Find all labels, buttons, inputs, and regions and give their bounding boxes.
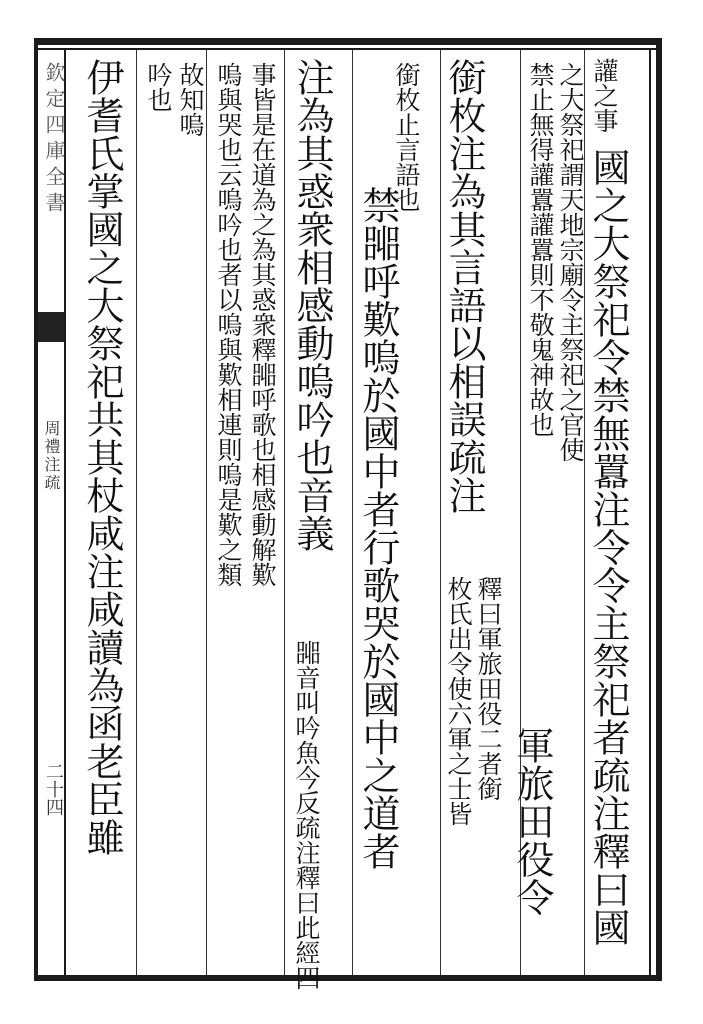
column-rule [352, 50, 353, 975]
main-text: 注為其惑衆相感動嗚吟也音義 [290, 58, 334, 552]
text-column-7-annot [288, 640, 324, 990]
column-rule [206, 50, 207, 975]
column-rule [136, 50, 137, 975]
annotation-text: 之大祭祀謂天地宗廟令主祭祀之官使 [556, 62, 585, 462]
frame-top-inner-border [34, 48, 662, 50]
column-rule [284, 50, 285, 975]
annotation-text: 故知嗚 [176, 62, 205, 137]
annotation-text: 禁止無得讙囂讙囂則不敬鬼神故也 [526, 62, 555, 437]
frame-right-border [656, 38, 662, 981]
text-column-5 [440, 576, 476, 826]
text-column-8-left [210, 62, 246, 587]
fish-tail-mark [38, 312, 64, 342]
text-column-3 [510, 726, 554, 916]
main-text: 國之大祭祀令禁無囂注令令主祭祀者疏注釋曰國 [586, 148, 630, 946]
main-text: 禁嘂呼歎嗚於國中者行歌哭於國中之道者 [356, 186, 400, 870]
text-column-9-left [140, 62, 176, 112]
text-column-1-main [586, 148, 630, 946]
main-text: 銜枚注為其言語以相誤疏注 [442, 58, 486, 514]
text-column-10 [80, 58, 124, 856]
annotation-text: 枚氏出令使六軍之士皆 [444, 576, 473, 826]
frame-right-inner-border [649, 50, 651, 975]
text-column-4-main [442, 58, 486, 514]
page-number: 二十四 [43, 762, 64, 816]
annotation-text: 嘂音叫吟魚今反疏注釋曰此經四 [292, 640, 321, 990]
frame-bottom-border [34, 975, 662, 981]
main-text: 軍旅田役令 [510, 726, 554, 916]
running-title: 欽定四庫全書 [42, 62, 66, 218]
book-title: 周禮注疏 [42, 420, 61, 492]
text-column-6-main [356, 186, 400, 870]
text-column-7-main [290, 58, 334, 552]
frame-top-border [34, 38, 662, 45]
column-rule [440, 50, 441, 975]
annotation-text: 釋曰軍旅田役二者銜 [474, 576, 503, 801]
text-column-8-right [244, 62, 280, 587]
main-text: 伊耆氏掌國之大祭祀共其杖咸注咸讀為函老臣雖 [80, 58, 124, 856]
frame-left-border [34, 38, 38, 981]
text-column-2-left [522, 62, 558, 437]
annotation-text: 事皆是在道為之為其惑衆釋嘂呼歌也相感動解歎 [248, 62, 277, 587]
annotation-text: 吟也 [144, 62, 173, 112]
annotation-text: 銜枚止言語也 [392, 62, 421, 212]
text-column-9-right [172, 62, 208, 137]
annotation-text: 讙之事 [590, 58, 619, 133]
text-column-1 [586, 58, 622, 133]
annotation-text: 嗚與哭也云嗚吟也者以嗚與歎相連則嗚是歎之類 [214, 62, 243, 587]
